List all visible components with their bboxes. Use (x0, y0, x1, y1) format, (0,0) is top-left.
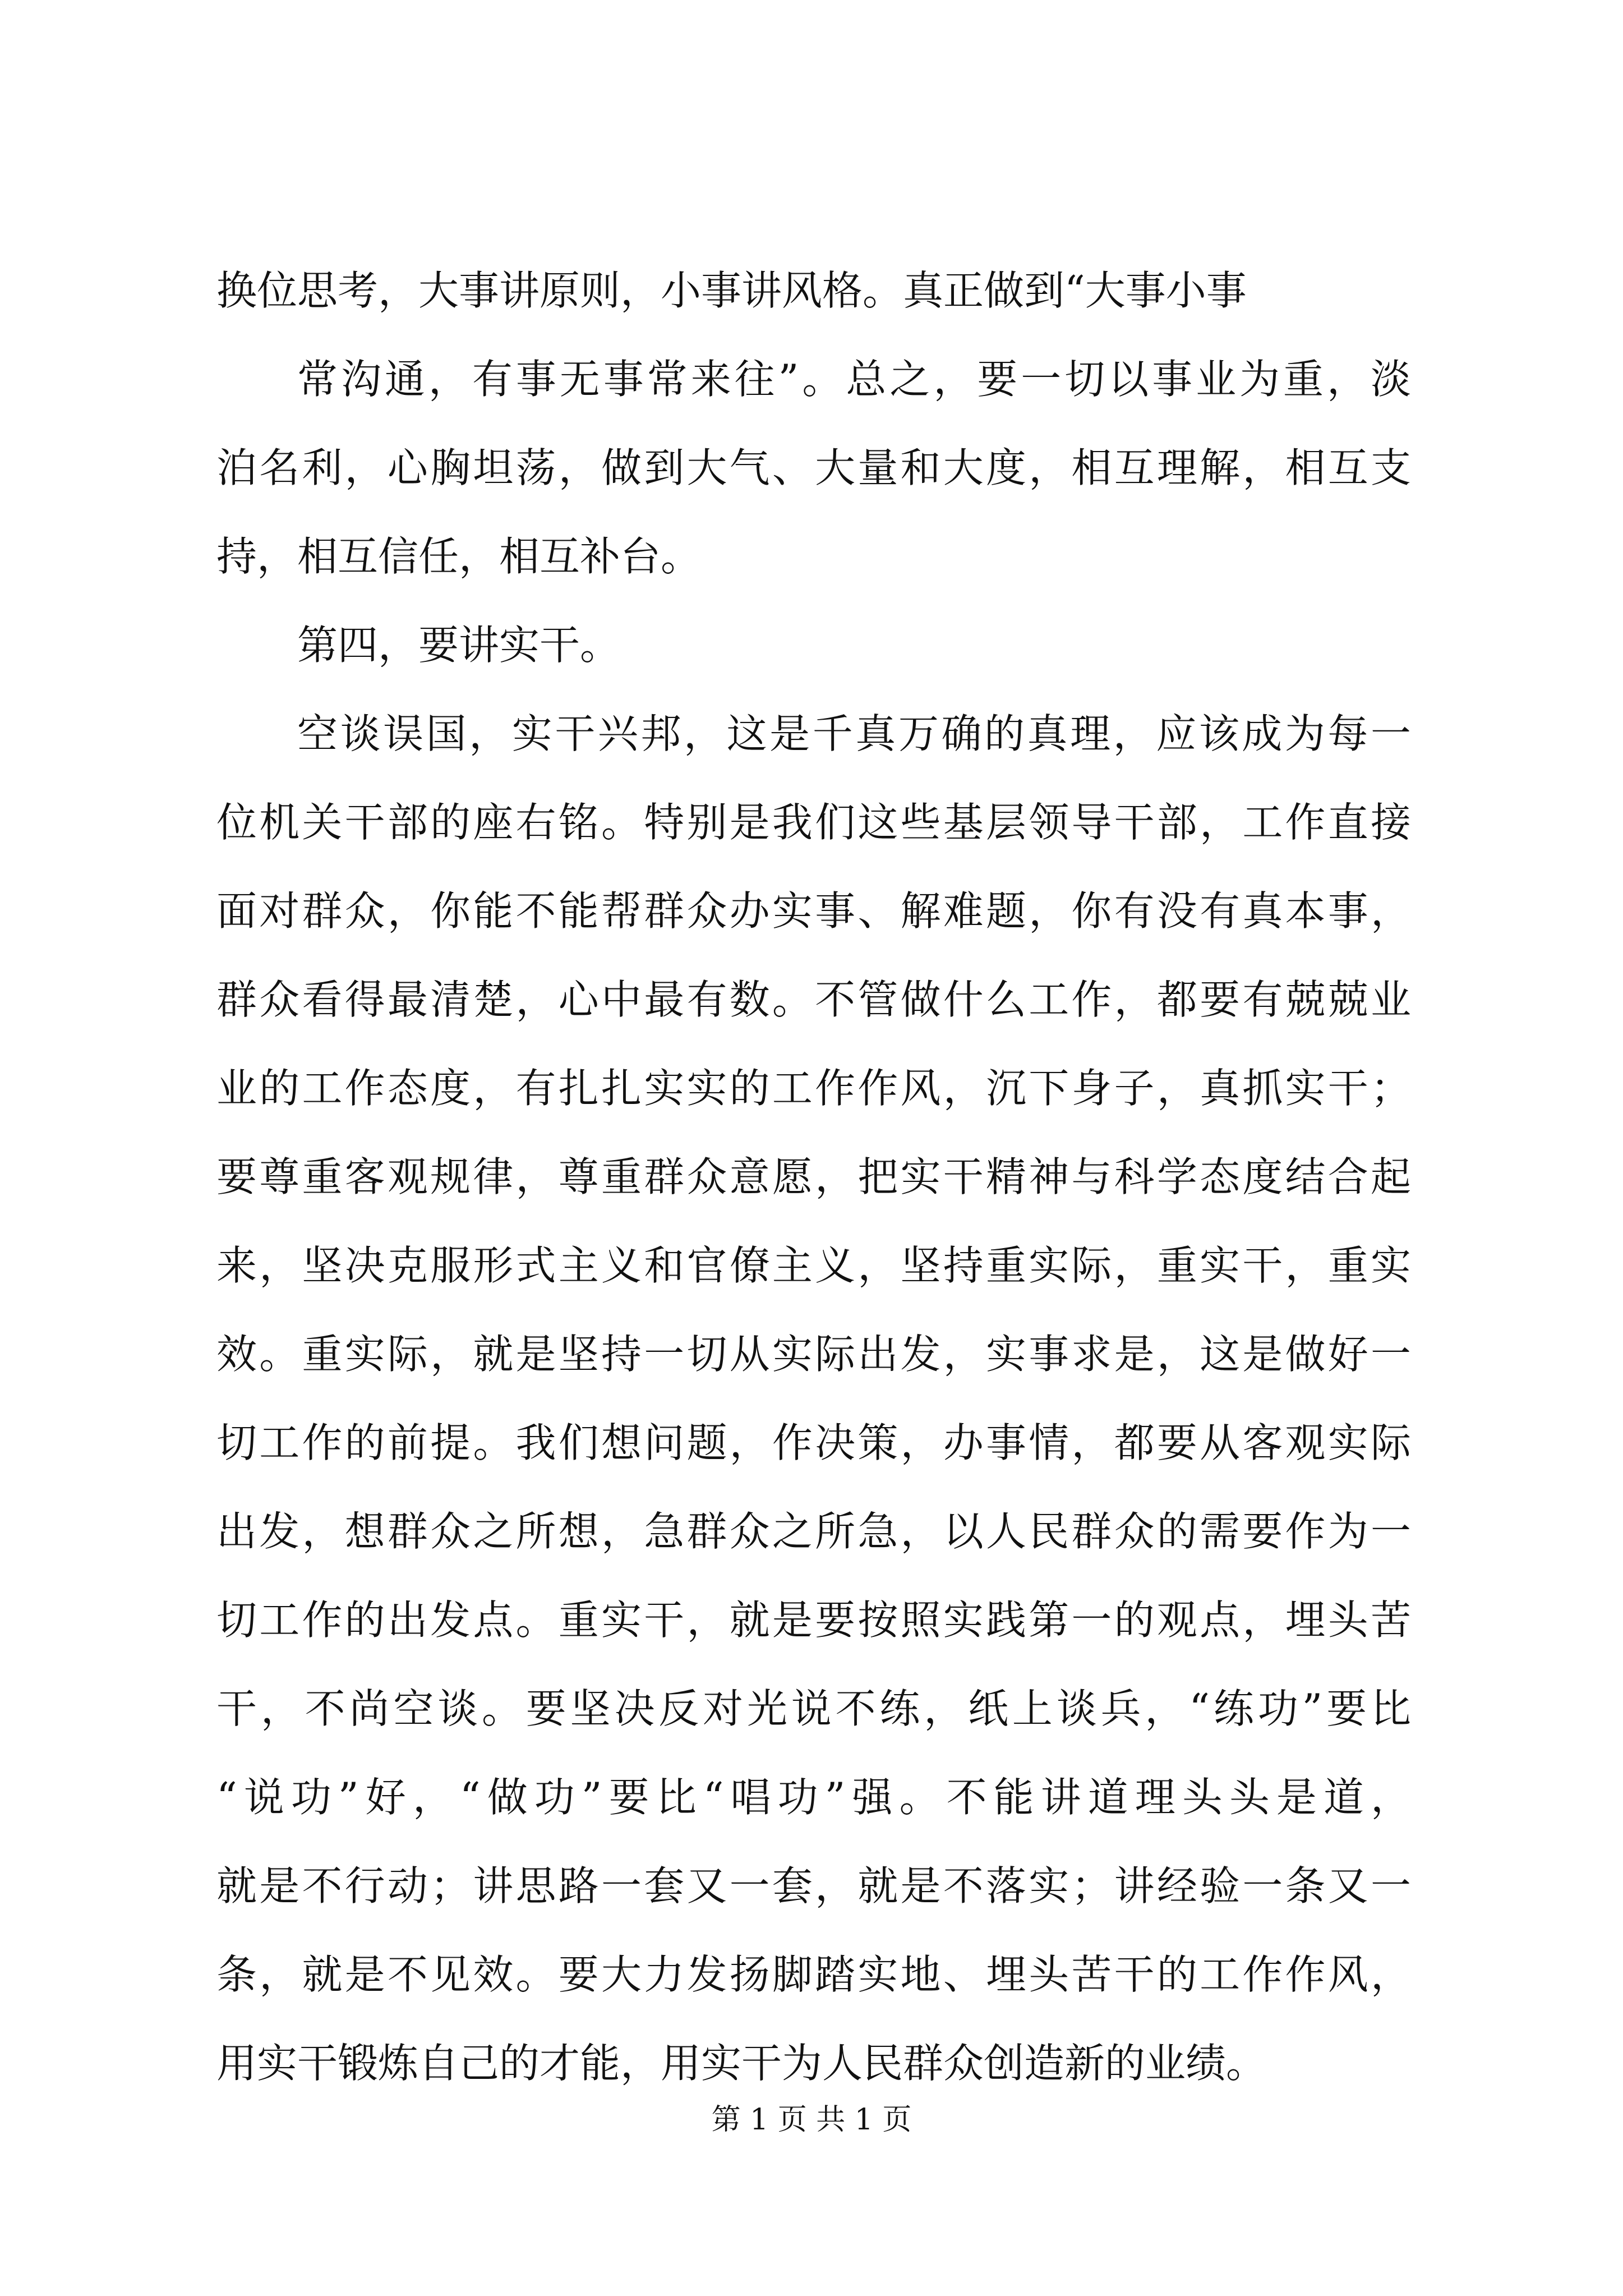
text-line: 泊名利，心胸坦荡，做到大气、大量和大度，相互理解，相互支 (216, 444, 1411, 491)
text-line: 就是不行动；讲思路一套又一套，就是不落实；讲经验一条又一 (216, 1862, 1411, 1910)
text-line: 位机关干部的座右铭。特别是我们这些基层领导干部，工作直接 (216, 799, 1411, 846)
text-line: “说功”好，“做功”要比“唱功”强。不能讲道理头头是道， (216, 1774, 1411, 1821)
page-footer: 第 1 页 共 1 页 (711, 2103, 912, 2137)
text-line: 出发，想群众之所想，急群众之所急，以人民群众的需要作为一 (216, 1508, 1411, 1555)
text-line: 群众看得最清楚，心中最有数。不管做什么工作，都要有兢兢业 (216, 976, 1411, 1023)
text-line: 条，就是不见效。要大力发扬脚踏实地、埋头苦干的工作作风， (216, 1951, 1411, 1998)
text-line: 效。重实际，就是坚持一切从实际出发，实事求是，这是做好一 (216, 1331, 1411, 1378)
text-line: 切工作的前提。我们想问题，作决策，办事情，都要从客观实际 (216, 1419, 1411, 1466)
text-line: 干，不尚空谈。要坚决反对光说不练，纸上谈兵，“练功”要比 (216, 1685, 1411, 1732)
text-line: 切工作的出发点。重实干，就是要按照实践第一的观点，埋头苦 (216, 1596, 1411, 1644)
text-line: 常沟通，有事无事常来往”。总之，要一切以事业为重，淡 (297, 356, 1411, 403)
text-line: 空谈误国，实干兴邦，这是千真万确的真理，应该成为每一 (297, 710, 1411, 757)
text-line: 换位思考，大事讲原则，小事讲风格。真正做到“大事小事 (216, 267, 1247, 314)
section-heading: 第四，要讲实干。 (297, 622, 621, 669)
text-line: 要尊重客观规律，尊重群众意愿，把实干精神与科学态度结合起 (216, 1153, 1411, 1200)
text-line: 业的工作态度，有扎扎实实的工作作风，沉下身子，真抓实干； (216, 1065, 1411, 1112)
text-line: 持，相互信任，相互补台。 (216, 533, 702, 580)
text-line: 来，坚决克服形式主义和官僚主义，坚持重实际，重实干，重实 (216, 1242, 1411, 1289)
text-line: 用实干锻炼自己的才能，用实干为人民群众创造新的业绩。 (216, 2040, 1267, 2087)
text-line: 面对群众，你能不能帮群众办实事、解难题，你有没有真本事， (216, 887, 1411, 935)
